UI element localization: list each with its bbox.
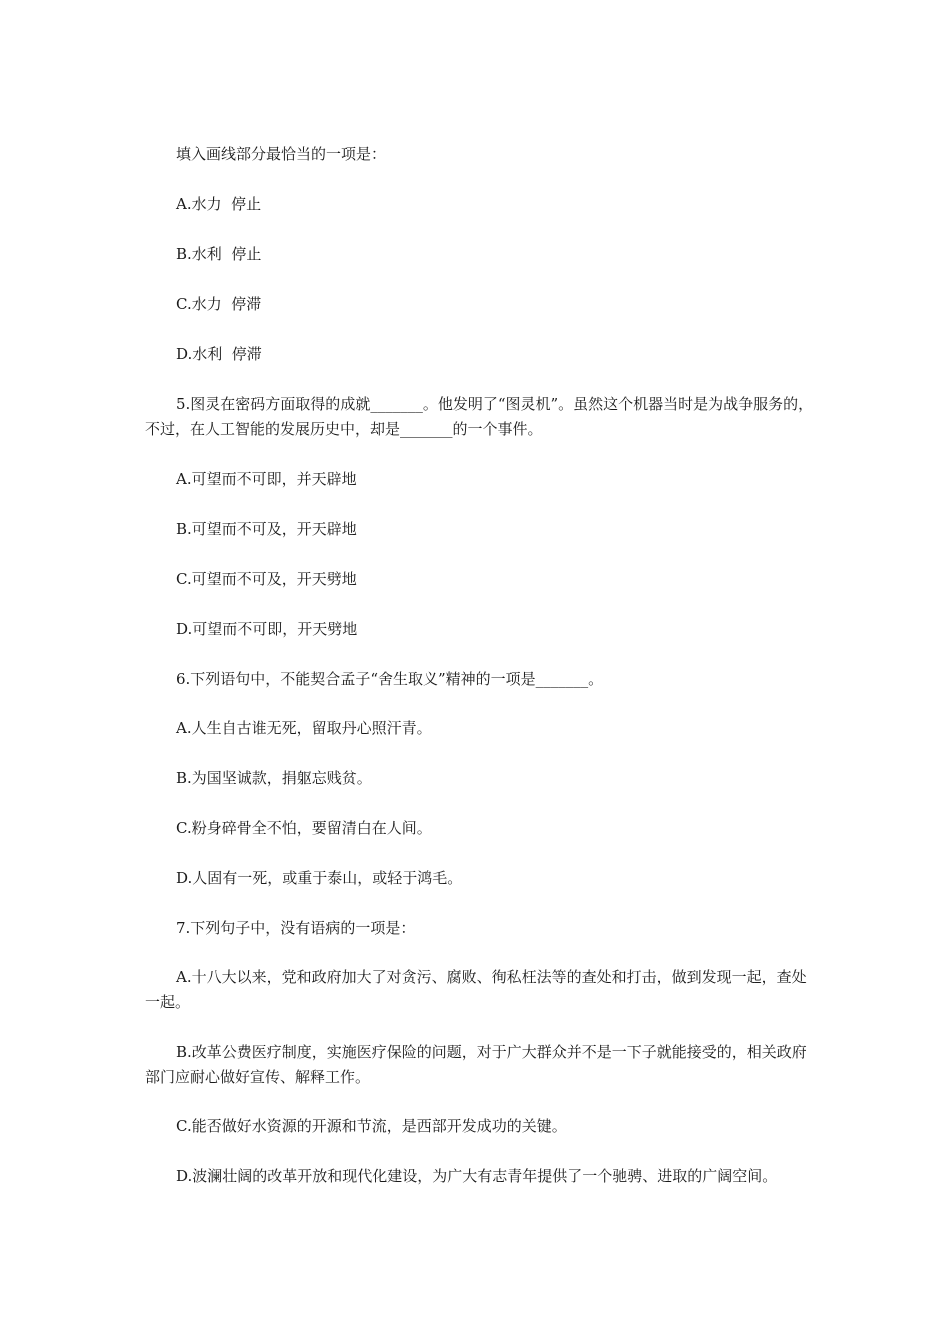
paragraph-text: A.人生自古谁无死，留取丹心照汗青。 (176, 719, 432, 737)
paragraph-text: A.水力 停止 (176, 195, 262, 213)
paragraph-text: D.人固有一死，或重于泰山，或轻于鸿毛。 (176, 869, 463, 887)
paragraph-text: B.水利 停止 (176, 245, 262, 263)
paragraph-text: C.可望而不可及，开天劈地 (176, 570, 357, 588)
option-b (145, 766, 815, 791)
paragraph-text: 填入画线部分最恰当的一项是： (176, 145, 387, 163)
paragraph-text: 5.图灵在密码方面取得的成就_______。他发明了“图灵机”。虽然这个机器当时是为战争服务的，不过，在人工智能的发展历史中，却是_______的一个事件。 (145, 395, 814, 438)
paragraph-text: 7.下列句子中，没有语病的一项是： (176, 919, 416, 937)
option-c (145, 292, 815, 317)
paragraph-text: A.十八大以来，党和政府加大了对贪污、腐败、徇私枉法等的查处和打击，做到发现一起，查处一起。 (145, 968, 807, 1011)
option-a (145, 467, 815, 492)
option-c (145, 567, 815, 592)
option-d (145, 866, 815, 891)
option-d (145, 342, 815, 367)
question-7 (145, 916, 815, 941)
paragraph-text: C.能否做好水资源的开源和节流，是西部开发成功的关键。 (176, 1117, 567, 1135)
option-c (145, 1114, 815, 1139)
paragraph-text: 6.下列语句中，不能契合孟子“舍生取义”精神的一项是_______。 (176, 670, 604, 688)
paragraph-text: D.波澜壮阔的改革开放和现代化建设，为广大有志青年提供了一个驰骋、进取的广阔空间。 (176, 1167, 778, 1185)
question-6 (145, 667, 815, 692)
paragraph-text: C.水力 停滞 (176, 295, 262, 313)
paragraph-text: D.可望而不可即，开天劈地 (176, 620, 358, 638)
option-a (145, 965, 815, 1015)
option-b (145, 517, 815, 542)
option-d (145, 1164, 815, 1189)
paragraph-text: B.可望而不可及，开天辟地 (176, 520, 357, 538)
paragraph-text: A.可望而不可即，并天辟地 (176, 470, 357, 488)
paragraph-text: B.为国坚诚款，捐躯忘贱贫。 (176, 769, 372, 787)
option-c (145, 816, 815, 841)
option-b (145, 1040, 815, 1090)
question-5 (145, 392, 815, 442)
paragraph-text: B.改革公费医疗制度，实施医疗保险的问题，对于广大群众并不是一下子就能接受的，相关政府部门应耐心做好宣传、解释工作。 (145, 1043, 807, 1086)
option-b (145, 242, 815, 267)
paragraph-text: C.粉身碎骨全不怕，要留清白在人间。 (176, 819, 432, 837)
paragraph-text: D.水利 停滞 (176, 345, 262, 363)
option-d (145, 617, 815, 642)
option-a (145, 716, 815, 741)
question-prompt (145, 142, 815, 167)
option-a (145, 192, 815, 217)
